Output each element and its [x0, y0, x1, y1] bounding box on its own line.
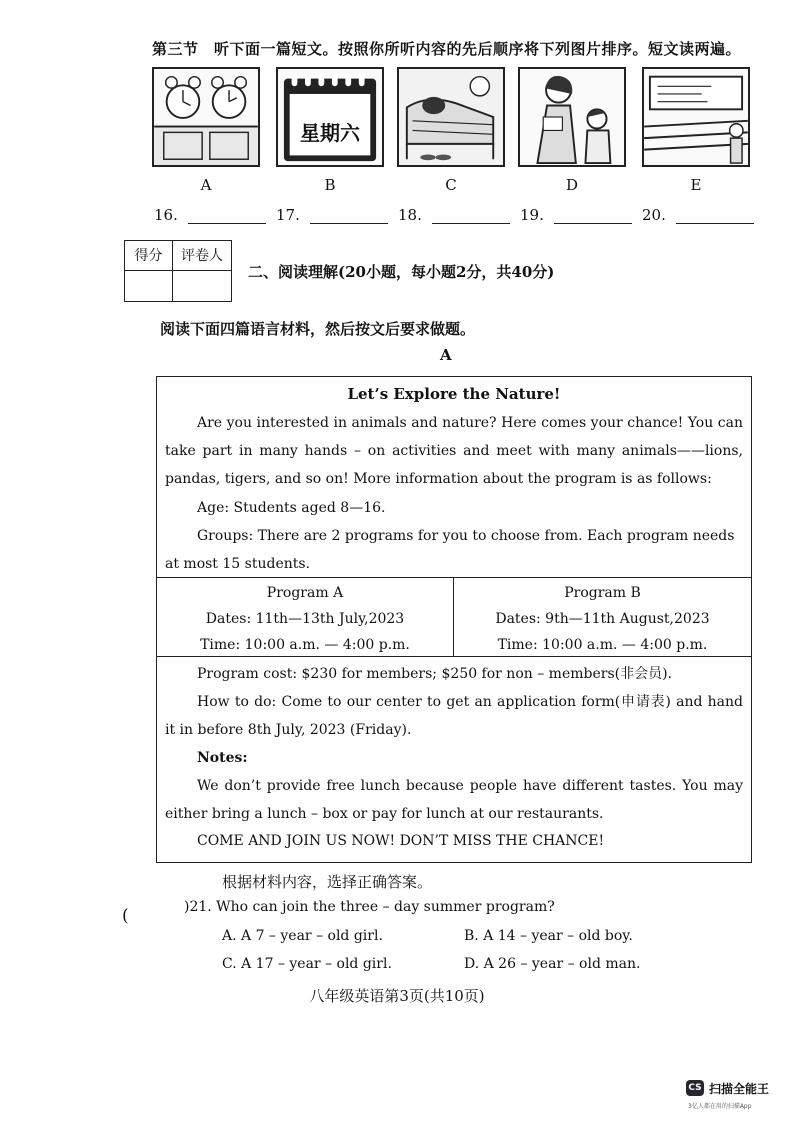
passage-groups: Groups: There are 2 programs for you to choose from. Each program needs at most 15 students.	[165, 528, 735, 572]
classroom-icon	[644, 69, 748, 165]
passage-how-to: How to do: Come to our center to get an application form(申请表) and hand it in before 8th July, 2023 (Friday).	[165, 694, 743, 738]
answer-blank-17[interactable]: 17.	[276, 206, 388, 224]
answer-blank-18[interactable]: 18.	[398, 206, 510, 224]
calendar-day-text: 星期六	[300, 121, 360, 145]
picture-label-c: C	[445, 176, 457, 194]
reading-intro: 阅读下面四篇语言材料，然后按文后要求做题。	[160, 320, 476, 338]
page-footer: 八年级英语第3页(共10页)	[309, 987, 485, 1005]
section3-header: 第三节 听下面一篇短文。按照你所听内容的先后顺序将下列图片排序。短文读两遍。	[152, 40, 742, 58]
answer-paren[interactable]: (	[122, 906, 129, 926]
answer-blank-20[interactable]: 20.	[642, 206, 754, 224]
program-table	[157, 577, 751, 657]
watermark-subtitle: 3亿人都在用的扫描App	[688, 1103, 752, 1110]
passage-age: Age: Students aged 8—16.	[197, 500, 386, 516]
passage-box	[156, 376, 752, 863]
passage-closing: COME AND JOIN US NOW! DON’T MISS THE CHANCE!	[197, 833, 605, 849]
picture-label-e: E	[690, 176, 702, 194]
picture-a	[152, 67, 260, 167]
program-b-name: Program B	[564, 585, 641, 601]
answer-blank-19[interactable]: 19.	[520, 206, 632, 224]
answer-blank-16[interactable]: 16.	[154, 206, 266, 224]
program-b-dates: Dates: 9th—11th August,2023	[495, 611, 710, 627]
program-a-time: Time: 10:00 a.m. — 4:00 p.m.	[200, 637, 410, 653]
program-b-column	[454, 578, 751, 656]
question-instruction: 根据材料内容，选择正确答案。	[222, 873, 433, 891]
score-cell[interactable]	[125, 271, 173, 301]
option-c[interactable]: C. A 17 – year – old girl.	[222, 956, 392, 972]
question-21-stem: )21. Who can join the three – day summer program?	[184, 899, 555, 915]
section2-title: 二、阅读理解(20小题，每小题2分，共40分)	[248, 263, 555, 281]
passage-notes: We don’t provide free lunch because people have different tastes. You may either bring a lunch – box or pay for lunch at our restaurants.	[165, 778, 743, 822]
picture-label-b: B	[324, 176, 336, 194]
passage-notes-label: Notes:	[197, 750, 248, 766]
picture-label-d: D	[565, 176, 579, 194]
camscanner-logo-icon: CS	[686, 1080, 704, 1096]
program-a-column	[157, 578, 454, 656]
passage-cost: Program cost: $230 for members; $250 for non – members(非会员).	[197, 666, 673, 682]
passage-intro-paragraph: Are you interested in animals and nature? Here comes your chance! You can take part in many hands – on activities and meet with many animals——lions, pandas, tigers, and so on! More information about the program is as follows:	[165, 415, 743, 487]
program-b-time: Time: 10:00 a.m. — 4:00 p.m.	[497, 637, 708, 653]
picture-label-a: A	[200, 176, 212, 194]
clocks-window-icon	[154, 69, 258, 165]
option-d[interactable]: D. A 26 – year – old man.	[464, 956, 641, 972]
program-a-dates: Dates: 11th—13th July,2023	[205, 611, 405, 627]
score-label: 得分	[125, 241, 173, 271]
sleeping-bed-icon	[399, 69, 503, 165]
watermark-name: 扫描全能王	[709, 1082, 770, 1096]
mother-child-icon	[520, 69, 624, 165]
passage-label: A	[440, 346, 452, 364]
option-a[interactable]: A. A 7 – year – old girl.	[222, 928, 383, 944]
picture-b	[276, 67, 384, 167]
picture-d	[518, 67, 626, 167]
program-a-name: Program A	[266, 585, 344, 601]
grader-label: 评卷人	[173, 241, 231, 271]
score-box	[124, 240, 232, 302]
picture-c	[397, 67, 505, 167]
passage-title: Let’s Explore the Nature!	[347, 385, 561, 403]
picture-e	[642, 67, 750, 167]
option-b[interactable]: B. A 14 – year – old boy.	[464, 928, 633, 944]
